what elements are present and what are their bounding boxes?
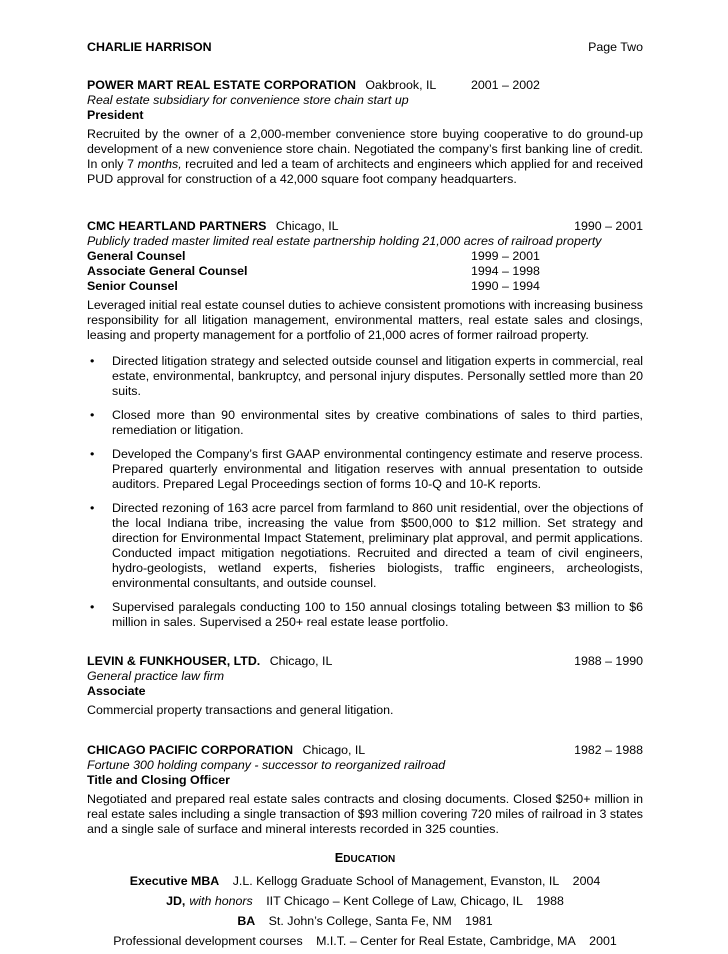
bullet-icon: •: [90, 501, 95, 515]
role-title: Senior Counsel: [87, 279, 178, 293]
role-dates: 1999 – 2001: [471, 249, 540, 263]
list-item: • Supervised paralegals conducting 100 to 150 annual closings totaling between $3 million to $6 million in sales. Supervised a 250+ real estate lease portfolio.: [90, 600, 643, 629]
role-dates: 1990 – 1994: [471, 279, 540, 293]
year: 1988: [536, 894, 564, 908]
job-summary: Leveraged initial real estate counsel duties to achieve consistent promotions with increasing business responsibility for all litigation management, environmental matters, real estate sales and closings, leasing and property management for a portfolio of 21,000 acres of former railroad property.: [87, 298, 643, 342]
list-item: • Developed the Company’s first GAAP environmental contingency estimate and reserve process. Prepared quarterly environmental and litigation reserves with annual presentation to outside auditors. Prepared Legal Proceedings section of forms 10-Q and 10-K reports.: [90, 447, 643, 491]
year: 1981: [465, 914, 493, 928]
company-description: Real estate subsidiary for convenience store chain start up: [87, 93, 409, 107]
candidate-name: CHARLIE HARRISON: [87, 40, 212, 54]
role-title: General Counsel: [87, 249, 186, 263]
company-location: Chicago, IL: [269, 654, 333, 668]
list-item: • Directed rezoning of 163 acre parcel from farmland to 860 unit residential, over the objections of the local Indiana tribe, increasing the value from $500,000 to $12 million. Set strategy and direction for Environmental Impact Statement, preliminary plat approval, and permit applications. Conducted impact mitigation negotiations. Recruited and directed a team of civil engineers, hydro-geologists, wetland experts, fisheries biologists, traffic engineers, archeologists, environmental consultants, and outside counsel.: [90, 501, 643, 590]
job-summary: Negotiated and prepared real estate sales contracts and closing documents. Closed $250+ million in real estate sales including a single transaction of $93 million covering 720 miles of railroad in 3 states and a single sale of surface and mineral interests recorded in 325 counties.: [87, 792, 643, 836]
bullet-icon: •: [90, 408, 95, 422]
company-name: CHICAGO PACIFIC CORPORATION: [87, 743, 294, 757]
job-entry-cmc-heartland: [87, 219, 643, 630]
school: J.L. Kellogg Graduate School of Management, Evanston, IL: [232, 874, 560, 888]
role-dates: 1994 – 1998: [471, 264, 540, 278]
job-entry-levin-funkhouser: [87, 654, 643, 718]
degree: Executive MBA: [129, 874, 220, 888]
company-location: Chicago, IL: [302, 743, 366, 757]
job-title: President: [87, 108, 144, 122]
company-description: General practice law firm: [87, 669, 225, 683]
company-location: Chicago, IL: [275, 219, 339, 233]
page-number: Page Two: [588, 40, 643, 54]
page-header: [87, 40, 643, 55]
year: 2001: [589, 934, 617, 948]
school: M.I.T. – Center for Real Estate, Cambridge, MA: [316, 934, 576, 948]
school: St. John’s College, Santa Fe, NM: [268, 914, 452, 928]
role-row: [87, 264, 643, 279]
job-dates: 1990 – 2001: [574, 219, 643, 233]
job-dates: 1982 – 1988: [574, 743, 643, 757]
job-title: Title and Closing Officer: [87, 773, 230, 787]
role-row: [87, 249, 643, 264]
degree: BA: [237, 914, 256, 928]
education-entry: [87, 874, 643, 894]
resume-page: [87, 40, 643, 954]
school: IIT Chicago – Kent College of Law, Chicago, IL: [266, 894, 523, 908]
company-name: LEVIN & FUNKHOUSER, LTD.: [87, 654, 261, 668]
honors: with honors: [189, 894, 253, 908]
section-heading: EDUCATION: [334, 850, 396, 865]
job-entry-power-mart: [87, 78, 643, 187]
degree: JD,: [166, 894, 186, 908]
education-entry: [87, 934, 643, 954]
education-section: [87, 850, 643, 954]
bullet-icon: •: [90, 354, 95, 368]
accomplishment-list: [87, 354, 643, 630]
year: 2004: [572, 874, 601, 888]
role-title: Associate General Counsel: [87, 264, 248, 278]
company-name: CMC HEARTLAND PARTNERS: [87, 219, 267, 233]
job-entry-chicago-pacific: [87, 743, 643, 837]
company-location: Oakbrook, IL: [365, 78, 437, 92]
company-name: POWER MART REAL ESTATE CORPORATION: [87, 78, 356, 92]
list-item: • Closed more than 90 environmental sites by creative combinations of sales to third parties, remediation or litigation.: [90, 408, 643, 437]
job-summary: Recruited by the owner of a 2,000-member convenience store buying cooperative to do ground-up development of a new convenience store chain. Negotiated the company’s first banking line of credit. In only 7 months, recruited and led a team of architects and engineers which applied for and received PUD approval for construction of a 42,000 square foot company headquarters.: [87, 127, 643, 186]
list-item: • Directed litigation strategy and selected outside counsel and litigation experts in commercial, real estate, environmental, bankruptcy, and personal injury disputes. Personally settled more than 20 suits.: [90, 354, 643, 398]
job-dates: 2001 – 2002: [471, 78, 540, 92]
job-dates: 1988 – 1990: [574, 654, 643, 668]
bullet-icon: •: [90, 447, 95, 461]
job-title: Associate: [87, 684, 146, 698]
degree: Professional development courses: [113, 934, 303, 948]
role-row: [87, 279, 643, 294]
education-entry: [87, 914, 643, 934]
company-description: Publicly traded master limited real estate partnership holding 21,000 acres of railroad property: [87, 234, 602, 248]
bullet-icon: •: [90, 600, 95, 614]
job-summary: Commercial property transactions and general litigation.: [87, 703, 394, 717]
education-entry: [87, 894, 643, 914]
company-description: Fortune 300 holding company - successor to reorganized railroad: [87, 758, 446, 772]
